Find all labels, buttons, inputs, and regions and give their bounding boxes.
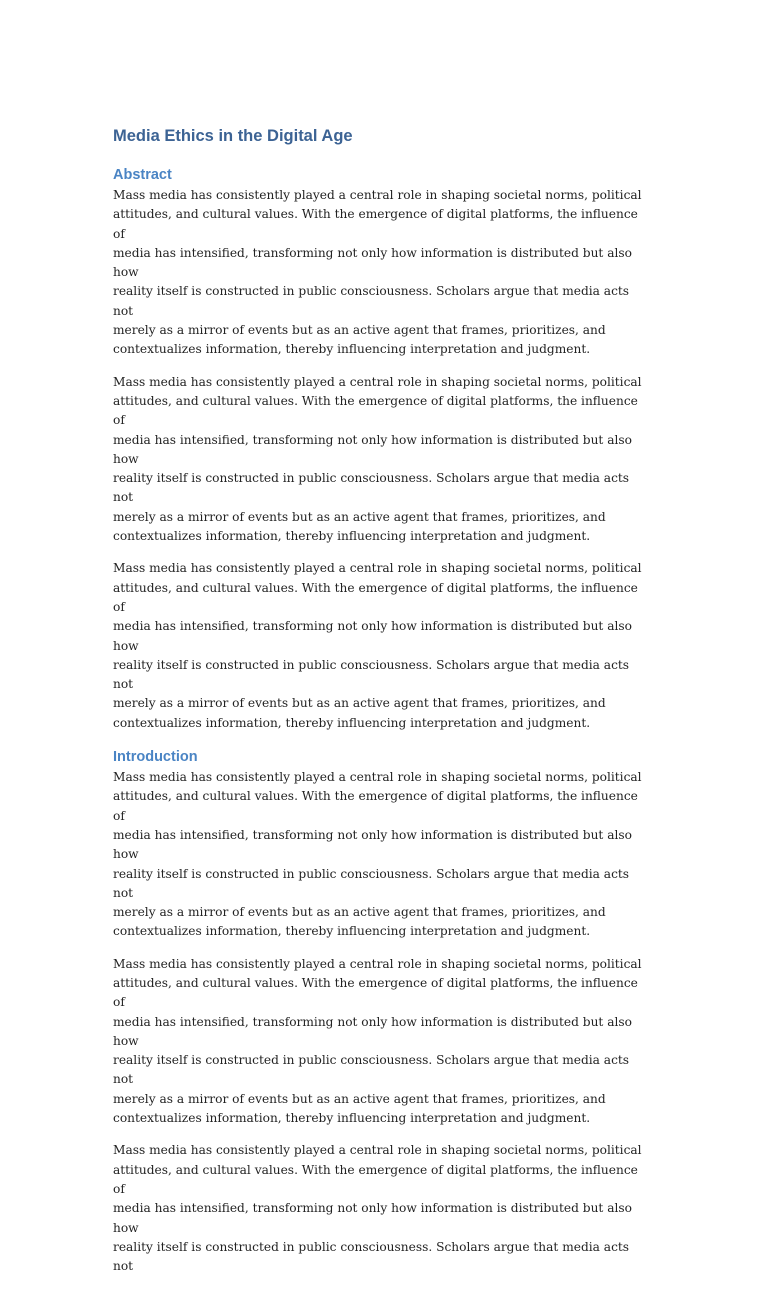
section-heading-introduction: Introduction xyxy=(113,749,198,766)
paragraph: Mass media has consistently played a central role in shaping societal norms, political attitudes, and cultural values. With the emergence of digital platforms, the influence of media has intensified, transforming not only how information is distributed but also how reality itself is constructed in public consciousness. Scholars argue that media acts not xyxy=(113,1143,642,1274)
section-heading-abstract: Abstract xyxy=(113,167,172,183)
document-title: Media Ethics in the Digital Age xyxy=(113,127,353,145)
paragraph: Mass media has consistently played a central role in shaping societal norms, political attitudes, and cultural values. With the emergence of digital platforms, the influence of media has intensified, transforming not only how information is distributed but also how reality itself is constructed in public consciousness. Scholars argue that media acts not merely as a mirror of events but as an active agent that frames, prioritizes, and contextualizes information, thereby influencing interpretation and judgment. xyxy=(113,956,642,1126)
document-page xyxy=(113,124,643,1289)
abstract-section xyxy=(113,164,643,733)
paragraph: Mass media has consistently played a central role in shaping societal norms, political attitudes, and cultural values. With the emergence of digital platforms, the influence of media has intensified, transforming not only how information is distributed but also how reality itself is constructed in public consciousness. Scholars argue that media acts not merely as a mirror of events but as an active agent that frames, prioritizes, and contextualizes information, thereby influencing interpretation and judgment. xyxy=(113,374,642,544)
paragraph: Mass media has consistently played a central role in shaping societal norms, political attitudes, and cultural values. With the emergence of digital platforms, the influence of media has intensified, transforming not only how information is distributed but also how reality itself is constructed in public consciousness. Scholars argue that media acts not merely as a mirror of events but as an active agent that frames, prioritizes, and contextualizes information, thereby influencing interpretation and judgment. xyxy=(113,188,642,357)
introduction-section xyxy=(113,746,643,1276)
paragraph: Mass media has consistently played a central role in shaping societal norms, political attitudes, and cultural values. With the emergence of digital platforms, the influence of media has intensified, transforming not only how information is distributed but also how reality itself is constructed in public consciousness. Scholars argue that media acts not merely as a mirror of events but as an active agent that frames, prioritizes, and contextualizes information, thereby influencing interpretation and judgment. xyxy=(113,561,642,730)
paragraph: Mass media has consistently played a central role in shaping societal norms, political attitudes, and cultural values. With the emergence of digital platforms, the influence of media has intensified, transforming not only how information is distributed but also how reality itself is constructed in public consciousness. Scholars argue that media acts not merely as a mirror of events but as an active agent that frames, prioritizes, and contextualizes information, thereby influencing interpretation and judgment. xyxy=(113,770,642,939)
